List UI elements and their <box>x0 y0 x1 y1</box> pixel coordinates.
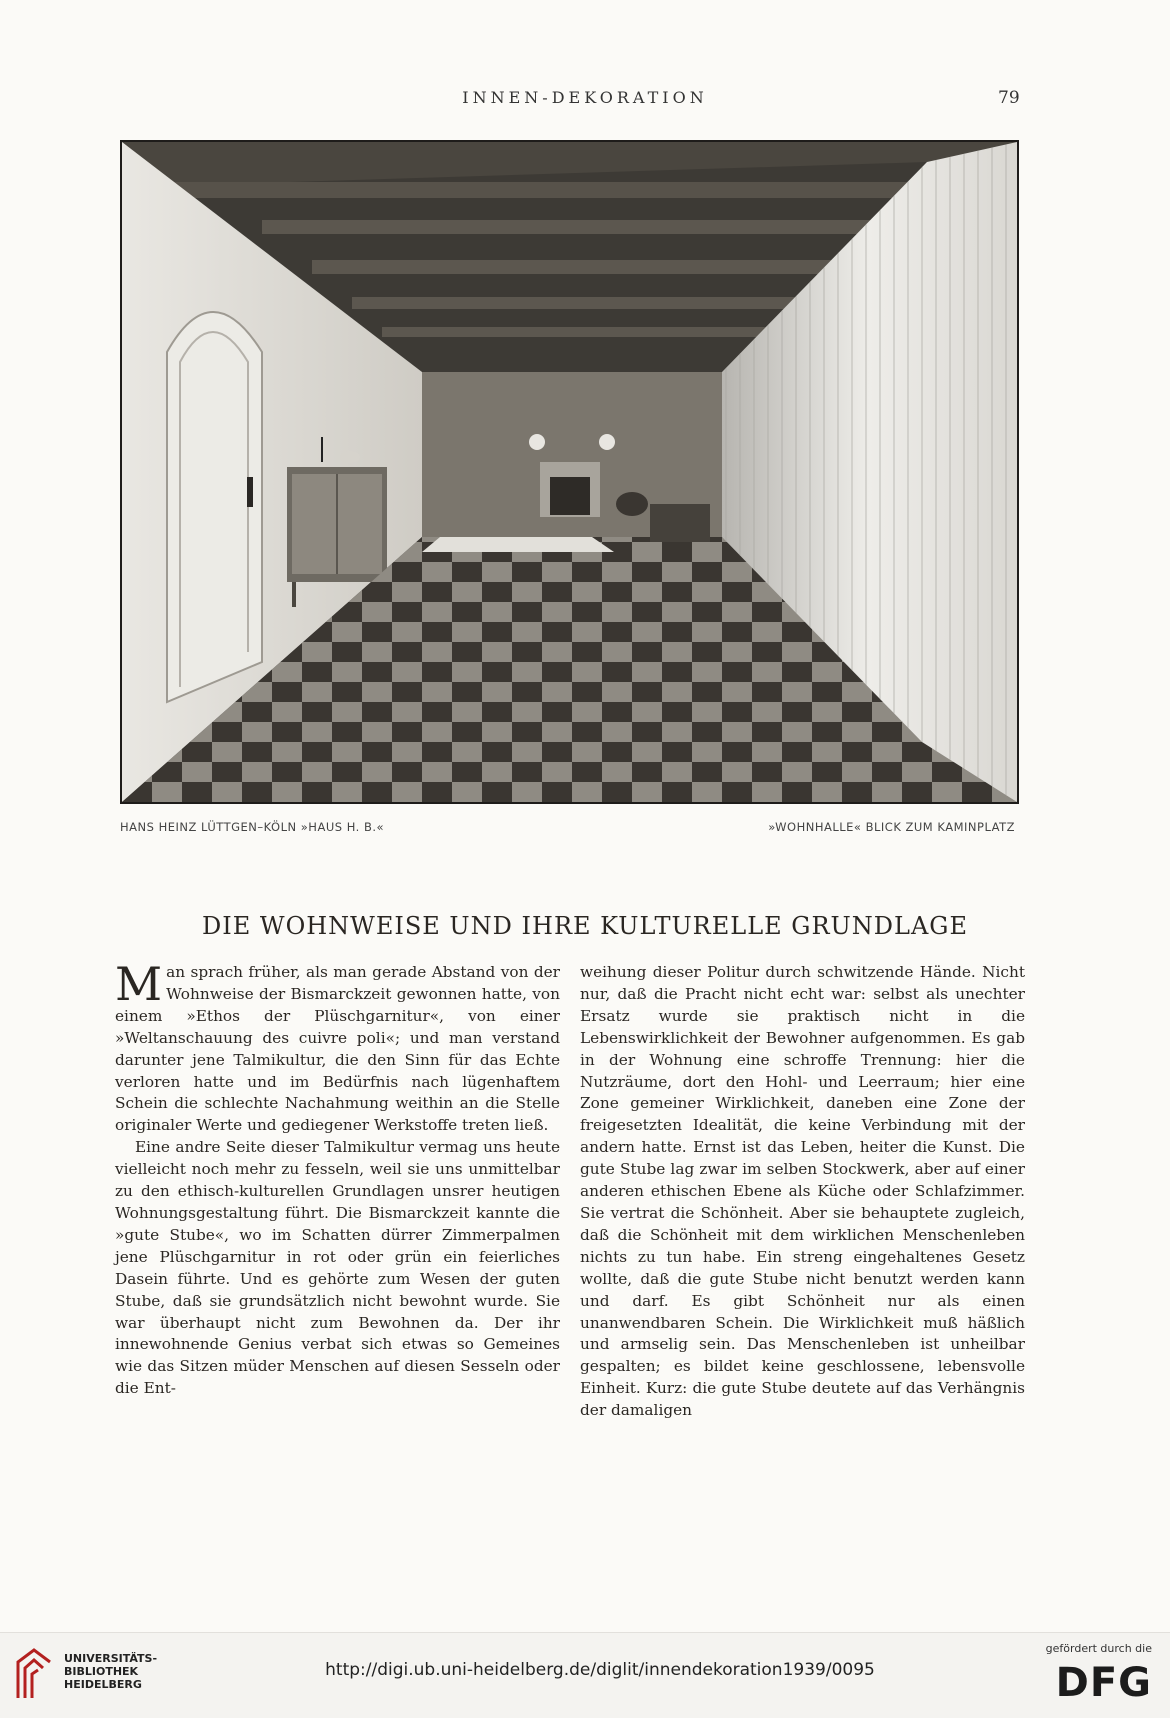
running-title: INNEN-DEKORATION <box>462 88 708 107</box>
interior-photograph <box>120 140 1019 804</box>
dfg-logo: DFG <box>1055 1660 1152 1706</box>
paragraph: weihung dieser Politur durch schwitzende Hände. Nicht nur, daß die Pracht nicht echt war: selbst als unechter Ersatz wurde sie praktisch nicht in die Lebenswirklichkeit der Bewohner aufgenommen. Es gab in der Wohnung eine schroffe Trennung: hier die Nutzräume, dort den Hohl- und Leerraum; hier eine Zone gemeiner Wirklichkeit, daneben eine Zone der freigesetzten Idealität, die keine Verbindung mit der andern hatte. Ernst ist das Leben, heiter die Kunst. Die gute Stube lag zwar im selben Stockwerk, aber auf einer anderen ethischen Ebene als Küche oder Schlafzimmer. Sie vertrat die Schönheit. Aber sie behauptete zugleich, daß die Schönheit mit dem wirklichen Menschenleben nichts zu tun habe. Ein streng eingehaltenes Gesetz wollte, daß die gute Stube nicht benutzt werden kann und darf. Es gibt Schönheit nur als einen unanwendbaren Schein. Die Wirklichkeit muß häßlich und armselig sein. Das Menschenleben ist unheilbar gespalten; es bildet keine geschlossene, lebensvolle Einheit. Kurz: die gute Stube deutete auf das Verhängnis der damaligen <box>580 963 1025 1420</box>
university-library-logo <box>14 1642 54 1704</box>
article-title: DIE WOHNWEISE UND IHRE KULTURELLE GRUNDLAGE <box>202 912 968 940</box>
library-name-line: BIBLIOTHEK <box>64 1665 139 1678</box>
library-name-line: UNIVERSITÄTS- <box>64 1652 158 1665</box>
drop-cap: M <box>115 957 163 1011</box>
paragraph: Eine andre Seite dieser Talmikultur vermag uns heute vielleicht noch mehr zu fesseln, weil sie uns unmittelbar zu den ethisch-kulturellen Grundlagen unsrer heutigen Wohnungsgestaltung führt. Die Bismarckzeit kannte die »gute Stube«, wo im Schatten dürrer Zimmerpalmen jene Plüschgarnitur in rot oder grün ein feierliches Dasein führte. Und es gehörte zum Wesen der guten Stube, daß sie grundsätzlich nicht bewohnt wurde. Sie war überhaupt nicht zum Bewohnen da. Der ihr innewohnende Genius verbat sich etwas so Gemeines wie das Sitzen müder Menschen auf diesen Sesseln oder die Ent- <box>115 1138 560 1398</box>
source-url-link[interactable]: http://digi.ub.uni-heidelberg.de/diglit/innendekoration1939/0095 <box>325 1660 875 1680</box>
page-number: 79 <box>998 88 1020 108</box>
figure-caption-right: »WOHNHALLE« BLICK ZUM KAMINPLATZ <box>768 820 1015 834</box>
paragraph-text: an sprach früher, als man gerade Abstand von der Wohnweise der Bismarckzeit gewonnen hatte, von einem »Ethos der Plüschgarnitur«, von einer »Weltanschauung des cuivre poli«; und man verstand darunter jene Talmikultur, die den Sinn für das Echte verloren hatte und im Bedürfnis nach lügenhaftem Schein die schlechte Nachahmung weithin an die Stelle originaler Werte und gediegener Werkstoffe treten ließ. <box>115 963 560 1135</box>
funding-note: gefördert durch die <box>1045 1642 1152 1655</box>
paragraph <box>115 957 560 1137</box>
library-name <box>64 1652 157 1691</box>
figure-caption-left: HANS HEINZ LÜTTGEN–KÖLN »HAUS H. B.« <box>120 820 385 834</box>
text-column-right <box>580 962 1025 1422</box>
library-name-line: HEIDELBERG <box>64 1678 142 1691</box>
text-column-left <box>115 957 560 1400</box>
photo-illustration <box>122 142 1017 802</box>
